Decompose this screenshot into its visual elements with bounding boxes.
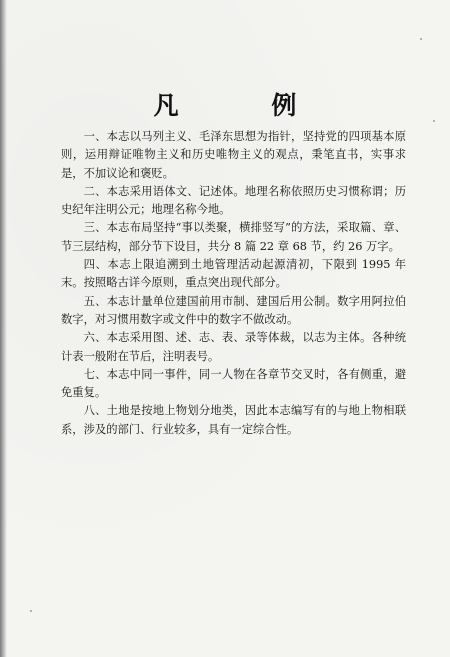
guideline-paragraph-7: 七、本志中同一事件，同一人物在各章节交叉时，各有侧重，避免重复。 [61,367,406,400]
guidelines-body [61,128,406,439]
page-title: 凡 例 [153,91,339,120]
scan-speck [30,610,32,612]
guideline-paragraph-8: 八、土地是按地上物划分地类，因此本志编写有的与地上物相联系，涉及的部门、行业较多，具有一定综合性。 [61,404,406,436]
scan-speck [420,38,422,40]
guideline-paragraph-6: 六、本志采用图、述、志、表、录等体裁，以志为主体。各种统计表一般附在节后，注明表号。 [61,331,406,363]
guideline-paragraph-3: 三、本志布局坚持“事以类聚，横排竖写”的方法，采取篇、章、节三层结构，部分节下设目，共分 8 篇 22 章 68 节，约 26 万字。 [61,221,406,253]
guideline-paragraph-4: 四、本志上限追溯到土地管理活动起源清初，下限到 1995 年末。按照略古详今原则，重点突出现代部分。 [61,258,406,290]
guideline-paragraph-2: 二、本志采用语体文、记述体。地理名称依照历史习惯称谓；历史纪年注明公元；地理名称今地。 [61,184,406,217]
guideline-paragraph-1: 一、本志以马列主义、毛泽东思想为指针，坚持党的四项基本原则，运用辩证唯物主义和历史唯物主义的观点，秉笔直书，实事求是，不加议论和褒贬。 [61,130,406,180]
guideline-paragraph-5: 五、本志计量单位建国前用市制、建国后用公制。数字用阿拉伯数字，对习惯用数字或文件中的数字不做改动。 [61,294,406,326]
